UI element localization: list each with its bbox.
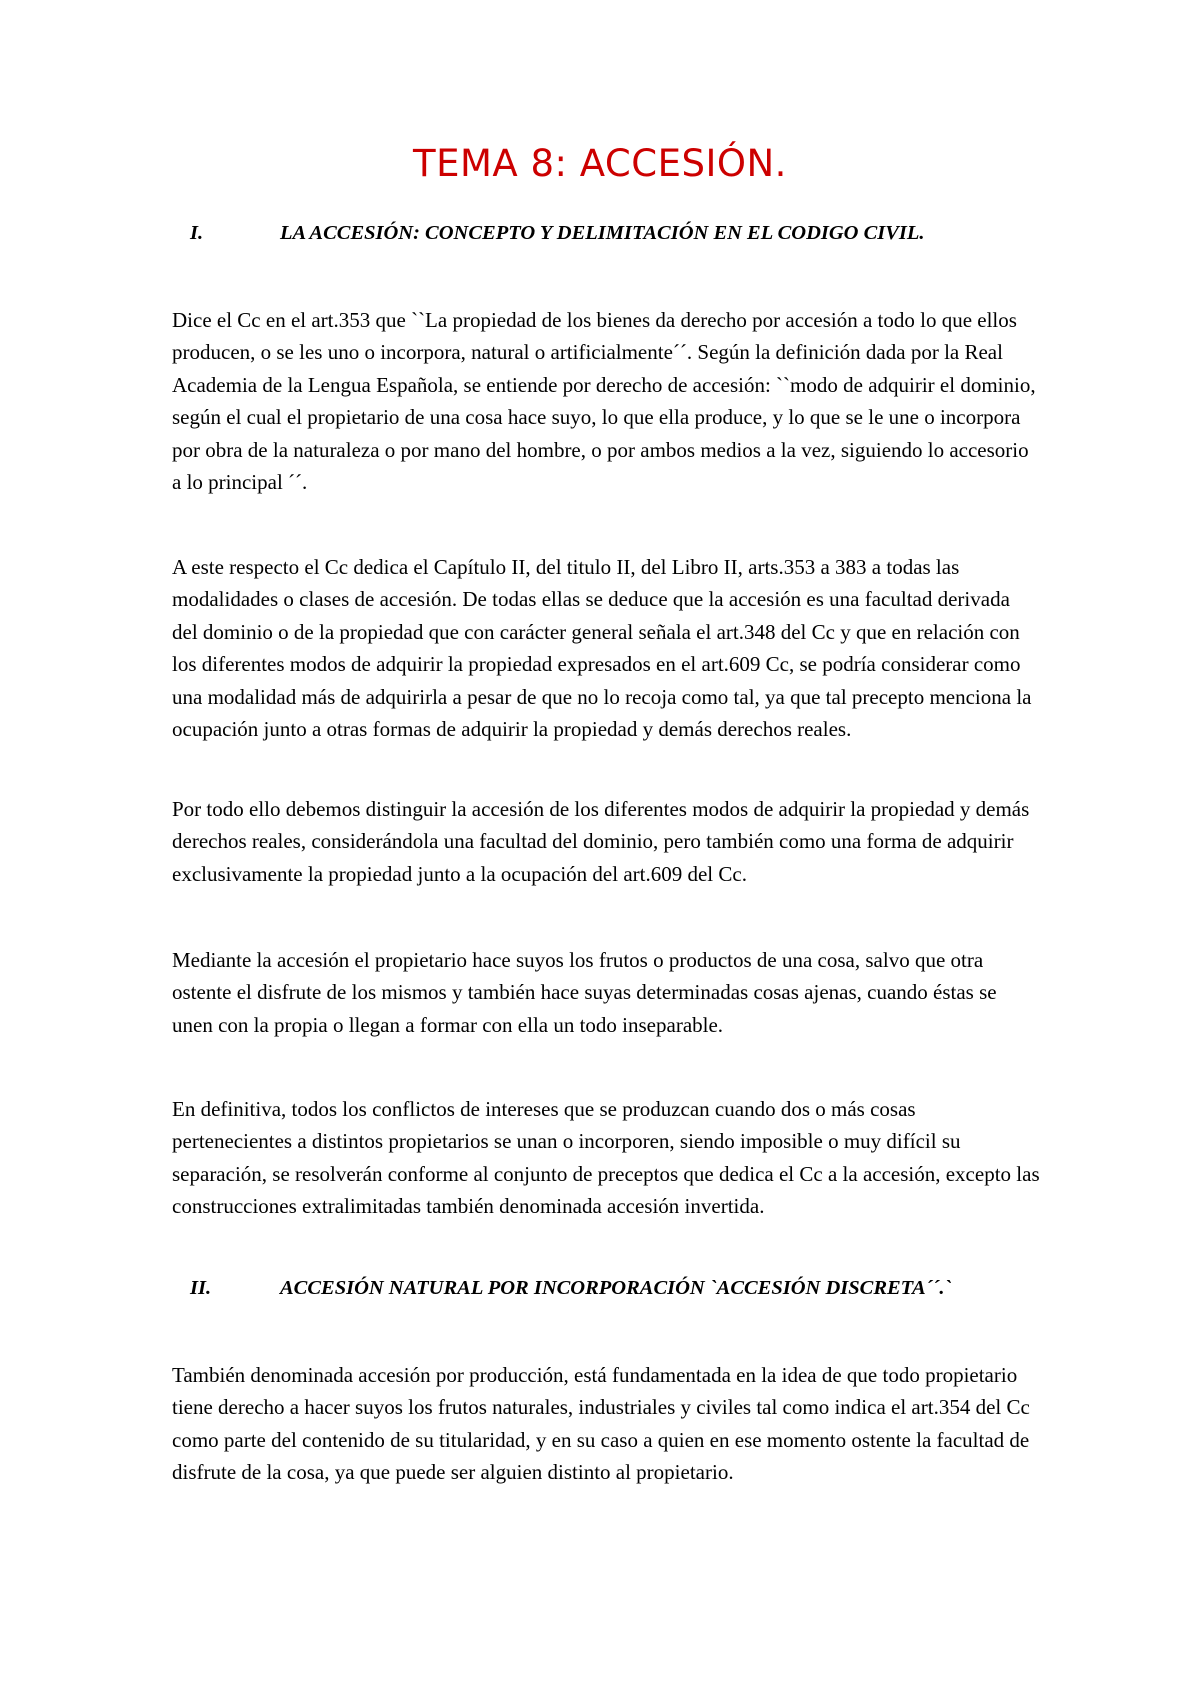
section-heading-text-2: ACCESIÓN NATURAL POR INCORPORACIÓN `ACCESIÓN DISCRETA´´.` (280, 1277, 952, 1299)
page-title: TEMA 8: ACCESIÓN. (413, 142, 787, 185)
section-number-1: I. (190, 222, 204, 244)
section-heading-2 (190, 1273, 1010, 1304)
paragraph-2: A este respecto el Cc dedica el Capítulo II, del titulo II, del Libro II, arts.353 a 383 a todas las modalidades o clases de accesión. De todas ellas se deduce que la accesión es una facultad derivada del dominio o de la propiedad que con carácter general señala el art.348 del Cc y que en relación con los diferentes modos de adquirir la propiedad expresados en el art.609 Cc, se podría considerar como una modalidad más de adquirirla a pesar de que no lo recoja como tal, ya que tal precepto menciona la ocupación junto a otras formas de adquirir la propiedad y demás derechos reales. (172, 555, 1032, 742)
paragraph-6: También denominada accesión por producción, está fundamentada en la idea de que todo propietario tiene derecho a hacer suyos los frutos naturales, industriales y civiles tal como indica el art.354 del Cc como parte del contenido de su titularidad, y en su caso a quien en ese momento ostente la facultad de disfrute de la cosa, ya que puede ser alguien distinto al propietario. (172, 1363, 1030, 1485)
section-heading-text-1: LA ACCESIÓN: CONCEPTO Y DELIMITACIÓN EN EL CODIGO CIVIL. (280, 222, 925, 244)
section-heading-1 (190, 218, 1010, 249)
paragraph-3: Por todo ello debemos distinguir la accesión de los diferentes modos de adquirir la propiedad y demás derechos reales, considerándola una facultad del dominio, pero también como una forma de adquirir exclusivamente la propiedad junto a la ocupación del art.609 del Cc. (172, 797, 1030, 886)
paragraph-1: Dice el Cc en el art.353 que ``La propiedad de los bienes da derecho por accesión a todo lo que ellos producen, o se les uno o incorpora, natural o artificialmente´´. Según la definición dada por la Real Academia de la Lengua Española, se entiende por derecho de accesión: ``modo de adquirir el dominio, según el cual el propietario de una cosa hace suyo, lo que ella produce, y lo que se le une o incorpora por obra de la naturaleza o por mano del hombre, o por ambos medios a la vez, siguiendo lo accesorio a lo principal ´´. (172, 308, 1036, 495)
section-number-2: II. (190, 1277, 212, 1299)
paragraph-4: Mediante la accesión el propietario hace suyos los frutos o productos de una cosa, salvo que otra ostente el disfrute de los mismos y también hace suyas determinadas cosas ajenas, cuando éstas se unen con la propia o llegan a formar con ella un todo inseparable. (172, 948, 997, 1037)
paragraph-5: En definitiva, todos los conflictos de intereses que se produzcan cuando dos o más cosas pertenecientes a distintos propietarios se unan o incorporen, siendo imposible o muy difícil su separación, se resolverán conforme al conjunto de preceptos que dedica el Cc a la accesión, excepto las construcciones extralimitadas también denominada accesión invertida. (172, 1097, 1040, 1219)
